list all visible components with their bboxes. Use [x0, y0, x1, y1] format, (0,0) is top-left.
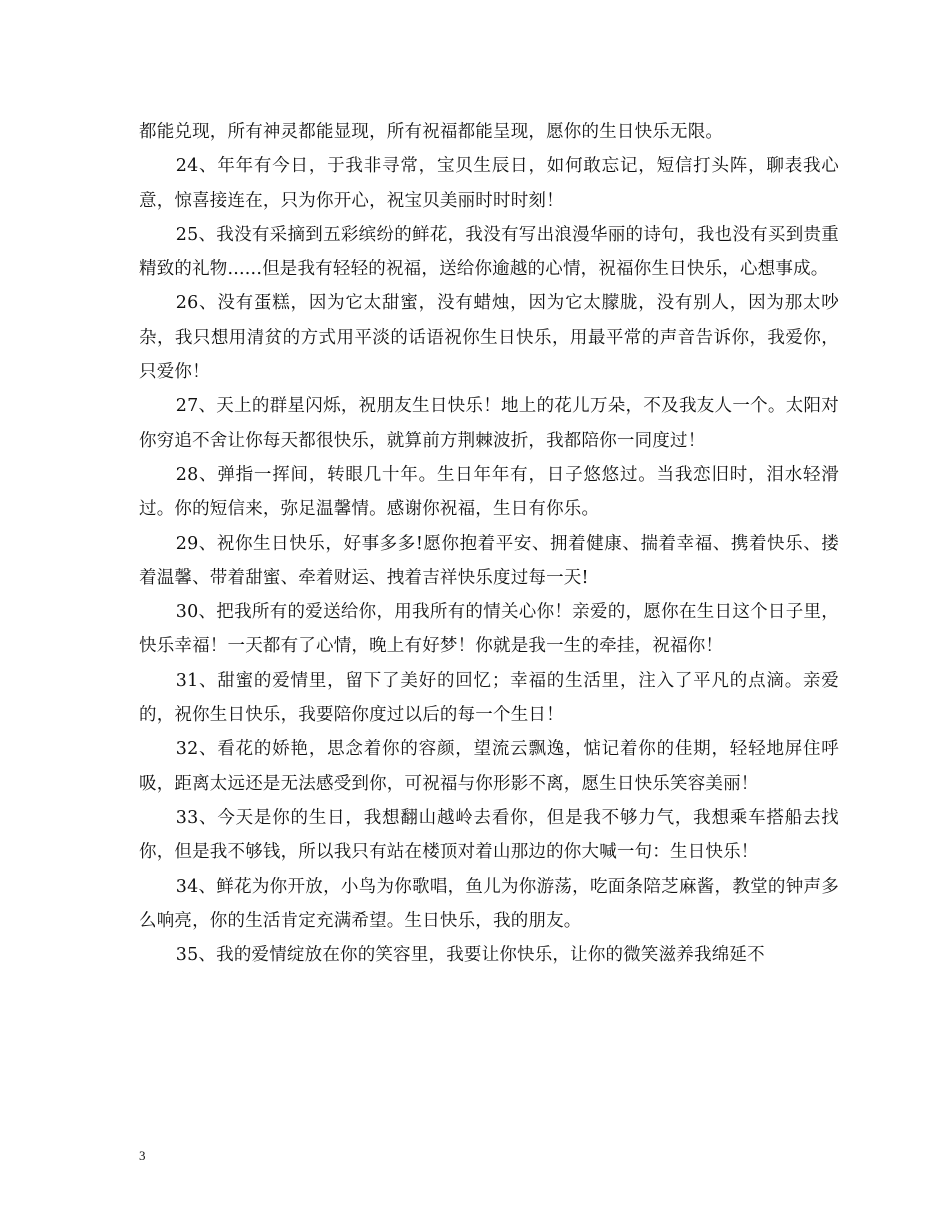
- page-number: 3: [139, 1148, 146, 1163]
- paragraph-27: 27、天上的群星闪烁，祝朋友生日快乐！地上的花儿万朵，不及我友人一个。太阳对你穷追不舍让你每天都很快乐，就算前方荆棘波折，我都陪你一同度过！: [139, 396, 839, 451]
- paragraph-29: 29、祝你生日快乐，好事多多!愿你抱着平安、拥着健康、揣着幸福、携着快乐、搂着温馨、带着甜蜜、牵着财运、拽着吉祥快乐度过每一天!: [139, 533, 839, 588]
- paragraph-26: 26、没有蛋糕，因为它太甜蜜，没有蜡烛，因为它太朦胧，没有别人，因为那太吵杂，我只想用清贫的方式用平淡的话语祝你生日快乐，用最平常的声音告诉你，我爱你，只爱你！: [139, 293, 839, 383]
- paragraph-33: 33、今天是你的生日，我想翻山越岭去看你，但是我不够力气，我想乘车搭船去找你，但是我不够钱，所以我只有站在楼顶对着山那边的你大喊一句：生日快乐！: [139, 807, 839, 863]
- paragraph-35: 35、我的爱情绽放在你的笑容里，我要让你快乐，让你的微笑滋养我绵延不: [175, 945, 765, 966]
- document-body: [139, 115, 839, 972]
- paragraph-24: 24、年年有今日，于我非寻常，宝贝生辰日，如何敢忘记，短信打头阵，聊表我心意，惊喜接连在，只为你开心，祝宝贝美丽时时时刻！: [139, 156, 839, 211]
- paragraph-34: 34、鲜花为你开放，小鸟为你歌唱，鱼儿为你游荡，吃面条陪芝麻酱，教堂的钟声多么响亮，你的生活肯定充满希望。生日快乐，我的朋友。: [139, 876, 839, 931]
- paragraph-30: 30、把我所有的爱送给你，用我所有的情关心你！亲爱的，愿你在生日这个日子里，快乐幸福！一天都有了心情，晚上有好梦！你就是我一生的牵挂，祝福你！: [139, 602, 839, 657]
- paragraph-31: 31、甜蜜的爱情里，留下了美好的回忆；幸福的生活里，注入了平凡的点滴。亲爱的，祝你生日快乐，我要陪你度过以后的每一个生日！: [139, 670, 839, 726]
- paragraph-continuation: 都能兑现，所有神灵都能显现，所有祝福都能呈现，愿你的生日快乐无限。: [139, 122, 724, 142]
- paragraph-32: 32、看花的娇艳，思念着你的容颜，望流云飘逸，惦记着你的佳期，轻轻地屏住呼吸，距离太远还是无法感受到你，可祝福与你形影不离，愿生日快乐笑容美丽！: [139, 739, 839, 794]
- paragraph-28: 28、弹指一挥间，转眼几十年。生日年年有，日子悠悠过。当我恋旧时，泪水轻滑过。你的短信来，弥足温馨情。感谢你祝福，生日有你乐。: [139, 464, 839, 520]
- paragraph-25: 25、我没有采摘到五彩缤纷的鲜花，我没有写出浪漫华丽的诗句，我也没有买到贵重精致的礼物......但是我有轻轻的祝福，送给你逾越的心情，祝福你生日快乐，心想事成。: [139, 224, 839, 280]
